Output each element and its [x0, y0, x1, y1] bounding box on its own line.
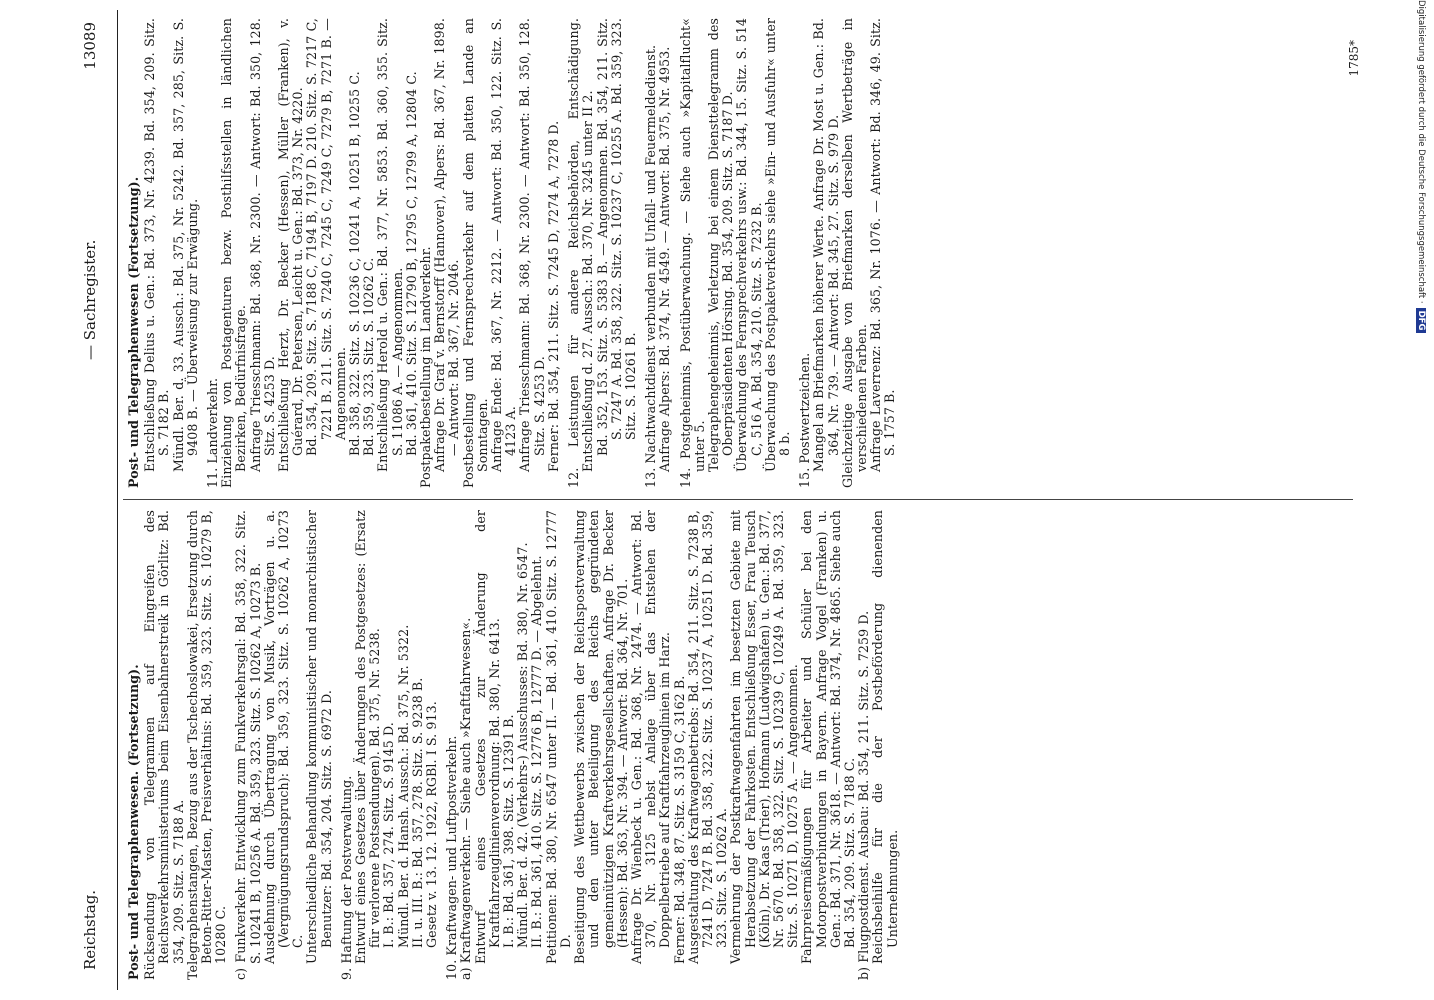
- index-entry: Mündl. Ber. d. Hansh. Aussch.: Bd. 375, Nr. 5322.: [395, 624, 411, 948]
- index-entry: 14. Postgeheimnis, Postüberwachung. — Siehe auch »Kapitalflucht« unter 5.: [677, 18, 707, 488]
- header-rule: [117, 10, 118, 990]
- index-entry: Bd. 352, 153. Sitz. S. 5383 B. — Angenommen. Bd. 354, 211. Sitz. S. 7247 A. Bd. 358, 322. Sitz. S. 10237 C, 10255 A. Bd. 359, 323. Sitz. S. 10261 B.: [594, 18, 638, 456]
- index-entry: Anfrage Triesschmann: Bd. 368, Nr. 2300. — Antwort: Bd. 350, 128. Sitz. S. 4253 D.: [517, 18, 547, 472]
- index-entry: Bd. 361, 410. Sitz. S. 12790 B, 12795 C, 12799 A, 12804 C.: [403, 71, 419, 456]
- page-number: 13089: [81, 22, 99, 70]
- index-entry: Reichsbeihilfe für die der Postbeförderung dienenden Unternehmungen.: [870, 510, 900, 964]
- index-entry: I. B.: Bd. 357, 274. Sitz. S. 9145 D.: [381, 722, 397, 948]
- index-entry: Ausdehnung durch Übertragung von Musik, Vorträgen u. a. (Vergnügungsrundspruch): Bd. 359, 323. Sitz. S. 10262 A, 10273 C.: [261, 510, 306, 964]
- rotated-page: [67, 0, 1401, 1000]
- index-entry: Überwachung des Fernsprechverkehrs usw.: Bd. 344, 15. Sitz. S. 514 C, 516 A. Bd. 354, 210. Sitz. S. 7232 B.: [734, 18, 764, 472]
- index-entry: Anfrage Alpers: Bd. 374, Nr. 4549. — Antwort: Bd. 375, Nr. 4953.: [657, 46, 673, 472]
- running-header: [67, 0, 127, 1000]
- index-entry: Rücksendung von Telegrammen auf Eingreifen des Reichsverkehrsministeriums beim Eisenbahnerstreik in Görlitz: Bd. 354, 209. Sitz. S. 7188 A.: [142, 510, 186, 980]
- index-entry: Gesetz v. 13. 12. 1922, RGBl. I S. 913.: [424, 701, 440, 948]
- index-entry: a) Kraftwagenverkehr. — Siehe auch »Kraftfahrwesen«.: [458, 617, 474, 980]
- column-divider: [123, 499, 1353, 500]
- index-entry: Einziehung von Postagenturen bezw. Posthilfsstellen in ländlichen Bezirken, Bedürfnisfrage.: [219, 18, 249, 488]
- index-entry: Bd. 354, 209. Sitz. S. 7188 C, 7194 B, 7197 D. 210. Sitz. S. 7217 C, 7221 B. 211. Sitz. S. 7240 C, 7245 C, 7249 C, 7279 B, 7271 B. — Angenommen.: [304, 18, 348, 456]
- dfg-logo: DFG: [1416, 308, 1426, 334]
- index-entry: II. u. III. B.: Bd. 357, 278. Sitz. S. 9238 B.: [409, 677, 425, 948]
- index-entry: 12. Leistungen für andere Reichsbehörden, Entschädigung. Entschließung d. 27. Aussch.: Bd. 370, Nr. 3245 unter II 2.: [566, 18, 596, 488]
- index-entry: Ferner: Bd. 354, 211. Sitz. S. 7245 D, 7274 A, 7278 D.: [545, 120, 561, 472]
- index-entry: Fahrpreisermäßigungen für Arbeiter und Schüler bei den Motorpostverbindungen in Bayern. Anfrage Vogel (Franken) u. Gen.: Bd. 371, Nr. 3618. — Antwort: Bd. 374, Nr. 4865. Siehe auch Bd. 354, 209. Sitz. S. 7188 C.: [799, 510, 857, 964]
- index-entry: Vermehrung der Postkraftwagenfahrten im besetzten Gebiete mit Herabsetzung der Fahrkosten. Entschließung Esser, Frau Teusch (Köln), Dr. Kaas (Trier), Hofmann (Ludwigshafen) u. Gen.: Bd. 377, Nr. 5670. Bd. 358, 322. Sitz. S. 10239 C, 10249 A. Bd. 359, 323. Sitz. S. 10271 D, 10275 A. — Angenommen.: [728, 510, 801, 964]
- index-entry: Bd. 358, 322. Sitz. S. 10236 C, 10241 A, 10251 B, 10255 C.: [347, 71, 363, 456]
- index-entry: Entwurf eines Gesetzes zur Änderung der Kraftfahrzeuglinienverordnung: Bd. 380, Nr. 6413.: [472, 510, 502, 964]
- index-entry: Beseitigung des Wettbewerbs zwischen der Reichspostverwaltung und den unter Beteiligung des Reichs gegründeten gemeinnützigen Kraftverkehrsgesellschaften. Anfrage Dr. Becker (Hessen): Bd. 363, Nr. 394. — Antwort: Bd. 364, Nr. 701.: [572, 510, 630, 964]
- index-entry: Mündl. Ber. d. 33. Aussch.: Bd. 375, Nr. 5242. Bd. 357, 285, Sitz. S. 9408 B. — Überweisung zur Erwägung.: [170, 18, 200, 472]
- index-entry: 13. Nachtwachtdienst verbunden mit Unfall- und Feuermeldedienst.: [643, 44, 659, 488]
- index-entry: Telegraphengeheimnis, Verletzung bei einem Diensttelegramm des Oberpräsidenten Hörsing. Bd. 354, 209. Sitz. S. 7187 D.: [705, 18, 736, 472]
- index-entry: Anfrage Laverrenz: Bd. 365, Nr. 1076. — Antwort: Bd. 346, 49. Sitz. S. 1757 B.: [868, 18, 898, 472]
- digitization-note: [1416, 0, 1426, 1000]
- index-entry: c) Funkverkehr. Entwicklung zum Funkverkehrsgal: Bd. 358, 322. Sitz. S. 10241 B, 10256 A. Bd. 359, 323. Sitz. S. 10262 A, 10273 B.: [233, 510, 263, 980]
- index-entry: Bd. 359, 323. Sitz. S. 10262 C.: [361, 257, 377, 456]
- index-entry: 10. Kraftwagen- und Luftpostverkehr.: [444, 735, 460, 980]
- index-entry: Anfrage Dr. Graf v. Bernstorff (Hannover), Alpers: Bd. 367, Nr. 1898. — Antwort: Bd. 367, Nr. 2046.: [432, 18, 462, 472]
- index-entry: Ausgestaltung des Kraftwagenbetriebs: Bd. 354, 211. Sitz. S. 7238 B, 7241 D, 7247 B. Bd. 358, 322. Sitz. S. 10237 A, 10251 D. Bd. 359, 323. Sitz. S. 10262 A.: [685, 510, 730, 964]
- index-entry: 9. Haftung der Postverwaltung.: [338, 775, 354, 980]
- index-entry: I. B.: Bd. 361, 398. Sitz. S. 12391 B.: [501, 714, 517, 948]
- index-entry: b) Flugpostdienst. Ausbau: Bd. 354, 211. Sitz. S. 7259 D.: [856, 610, 872, 980]
- left-column: [127, 510, 900, 980]
- index-entry: Post- und Telegraphenwesen (Fortsetzung).: [126, 176, 141, 488]
- index-entry: Anfrage Ende: Bd. 367, Nr. 2212. — Antwort: Bd. 350, 122. Sitz. S. 4123 A.: [489, 18, 519, 472]
- index-entry: Telegraphenstangen, Bezug aus der Tschechoslowakei, Ersetzung durch Beton-Ritter-Masten, Preisverhältnis: Bd. 359, 323. Sitz. S. 10279 B, 10280 C.: [184, 510, 229, 980]
- index-entry: Entschließung Delius u. Gen.: Bd. 373, Nr. 4239. Bd. 354, 209. Sitz. S. 7182 B.: [142, 18, 172, 472]
- index-entry: Postpaketbestellung im Landverkehr.: [418, 246, 434, 488]
- footer-mark: 1785*: [1347, 40, 1361, 77]
- index-entry: Mangel an Briefmarken höherer Werte. Anfrage Dr. Most u. Gen.: Bd. 364, Nr. 739. — Antwort: Bd. 345, 27. Sitz. S. 979 D.: [811, 18, 841, 472]
- index-entry: Postbestellung und Fernsprechverkehr auf dem platten Lande an Sonntagen.: [460, 18, 490, 488]
- index-entry: Überwachung des Postpaketverkehrs siehe »Ein- und Ausfuhr« unter 8 b.: [762, 18, 792, 472]
- index-entry: II. B.: Bd. 361, 410. Sitz. S. 12776 B, 12777 D. — Abgelehnt.: [529, 555, 545, 948]
- right-column: [127, 18, 898, 488]
- index-entry: Petitionen: Bd. 380, Nr. 6547 unter II. — Bd. 361, 410. Sitz. S. 12777 D.: [543, 510, 573, 964]
- index-entry: Anfrage Dr. Wienbeck u. Gen.: Bd. 368, Nr. 2474. — Antwort: Bd. 370, Nr. 3125 nebst Anlage über das Entstehen der Doppelbetriebe auf Kraftfahrzeuglinien im Harz.: [628, 510, 673, 964]
- header-left: Reichstag.: [81, 889, 99, 970]
- index-entry: Mündl. Ber. d. 42. (Verkehrs-) Ausschusses: Bd. 380, Nr. 6547.: [515, 542, 531, 948]
- header-right: — Sachregister.: [81, 239, 99, 360]
- index-entry: Anfrage Triesschmann: Bd. 368, Nr. 2300. — Antwort: Bd. 350, 128. Sitz. S. 4253 D.: [247, 18, 277, 472]
- index-entry: Ferner: Bd. 348, 87. Sitz. S. 3159 C, 3162 B.: [671, 675, 687, 964]
- index-entry: Entschließung Herold u. Gen.: Bd. 377, Nr. 5853. Bd. 360, 355. Sitz. S. 11086 A. — Angenommen.: [375, 18, 405, 472]
- index-entry: 11. Landverkehr.: [205, 377, 221, 488]
- index-entry: Entschließung Herzt, Dr. Becker (Hessen), Müller (Franken), v. Guérard, Dr. Petersen, Leicht u. Gen.: Bd. 373, Nr. 4220.: [276, 18, 306, 472]
- digitization-text: Digitalisierung gefördert durch die Deutsche Forschungsgemeinschaft ·: [1416, 0, 1426, 304]
- index-entry: Unterschiedliche Behandlung kommunistischer und monarchistischer Benutzer: Bd. 354, 204. Sitz. S. 6972 D.: [304, 510, 334, 964]
- index-entry: Post- und Telegraphenwesen. (Fortsetzung).: [126, 664, 141, 980]
- index-entry: Entwurf eines Gesetzes über Änderungen des Postgesetzes: (Ersatz für verlorene Postsendungen). Bd. 375, Nr. 5238.: [353, 510, 383, 964]
- index-entry: 15. Postwertzeichen.: [797, 352, 813, 488]
- index-entry: Gleichzeitige Ausgabe von Briefmarken derselben Wertbeträge in verschiedenen Farben.: [839, 18, 869, 488]
